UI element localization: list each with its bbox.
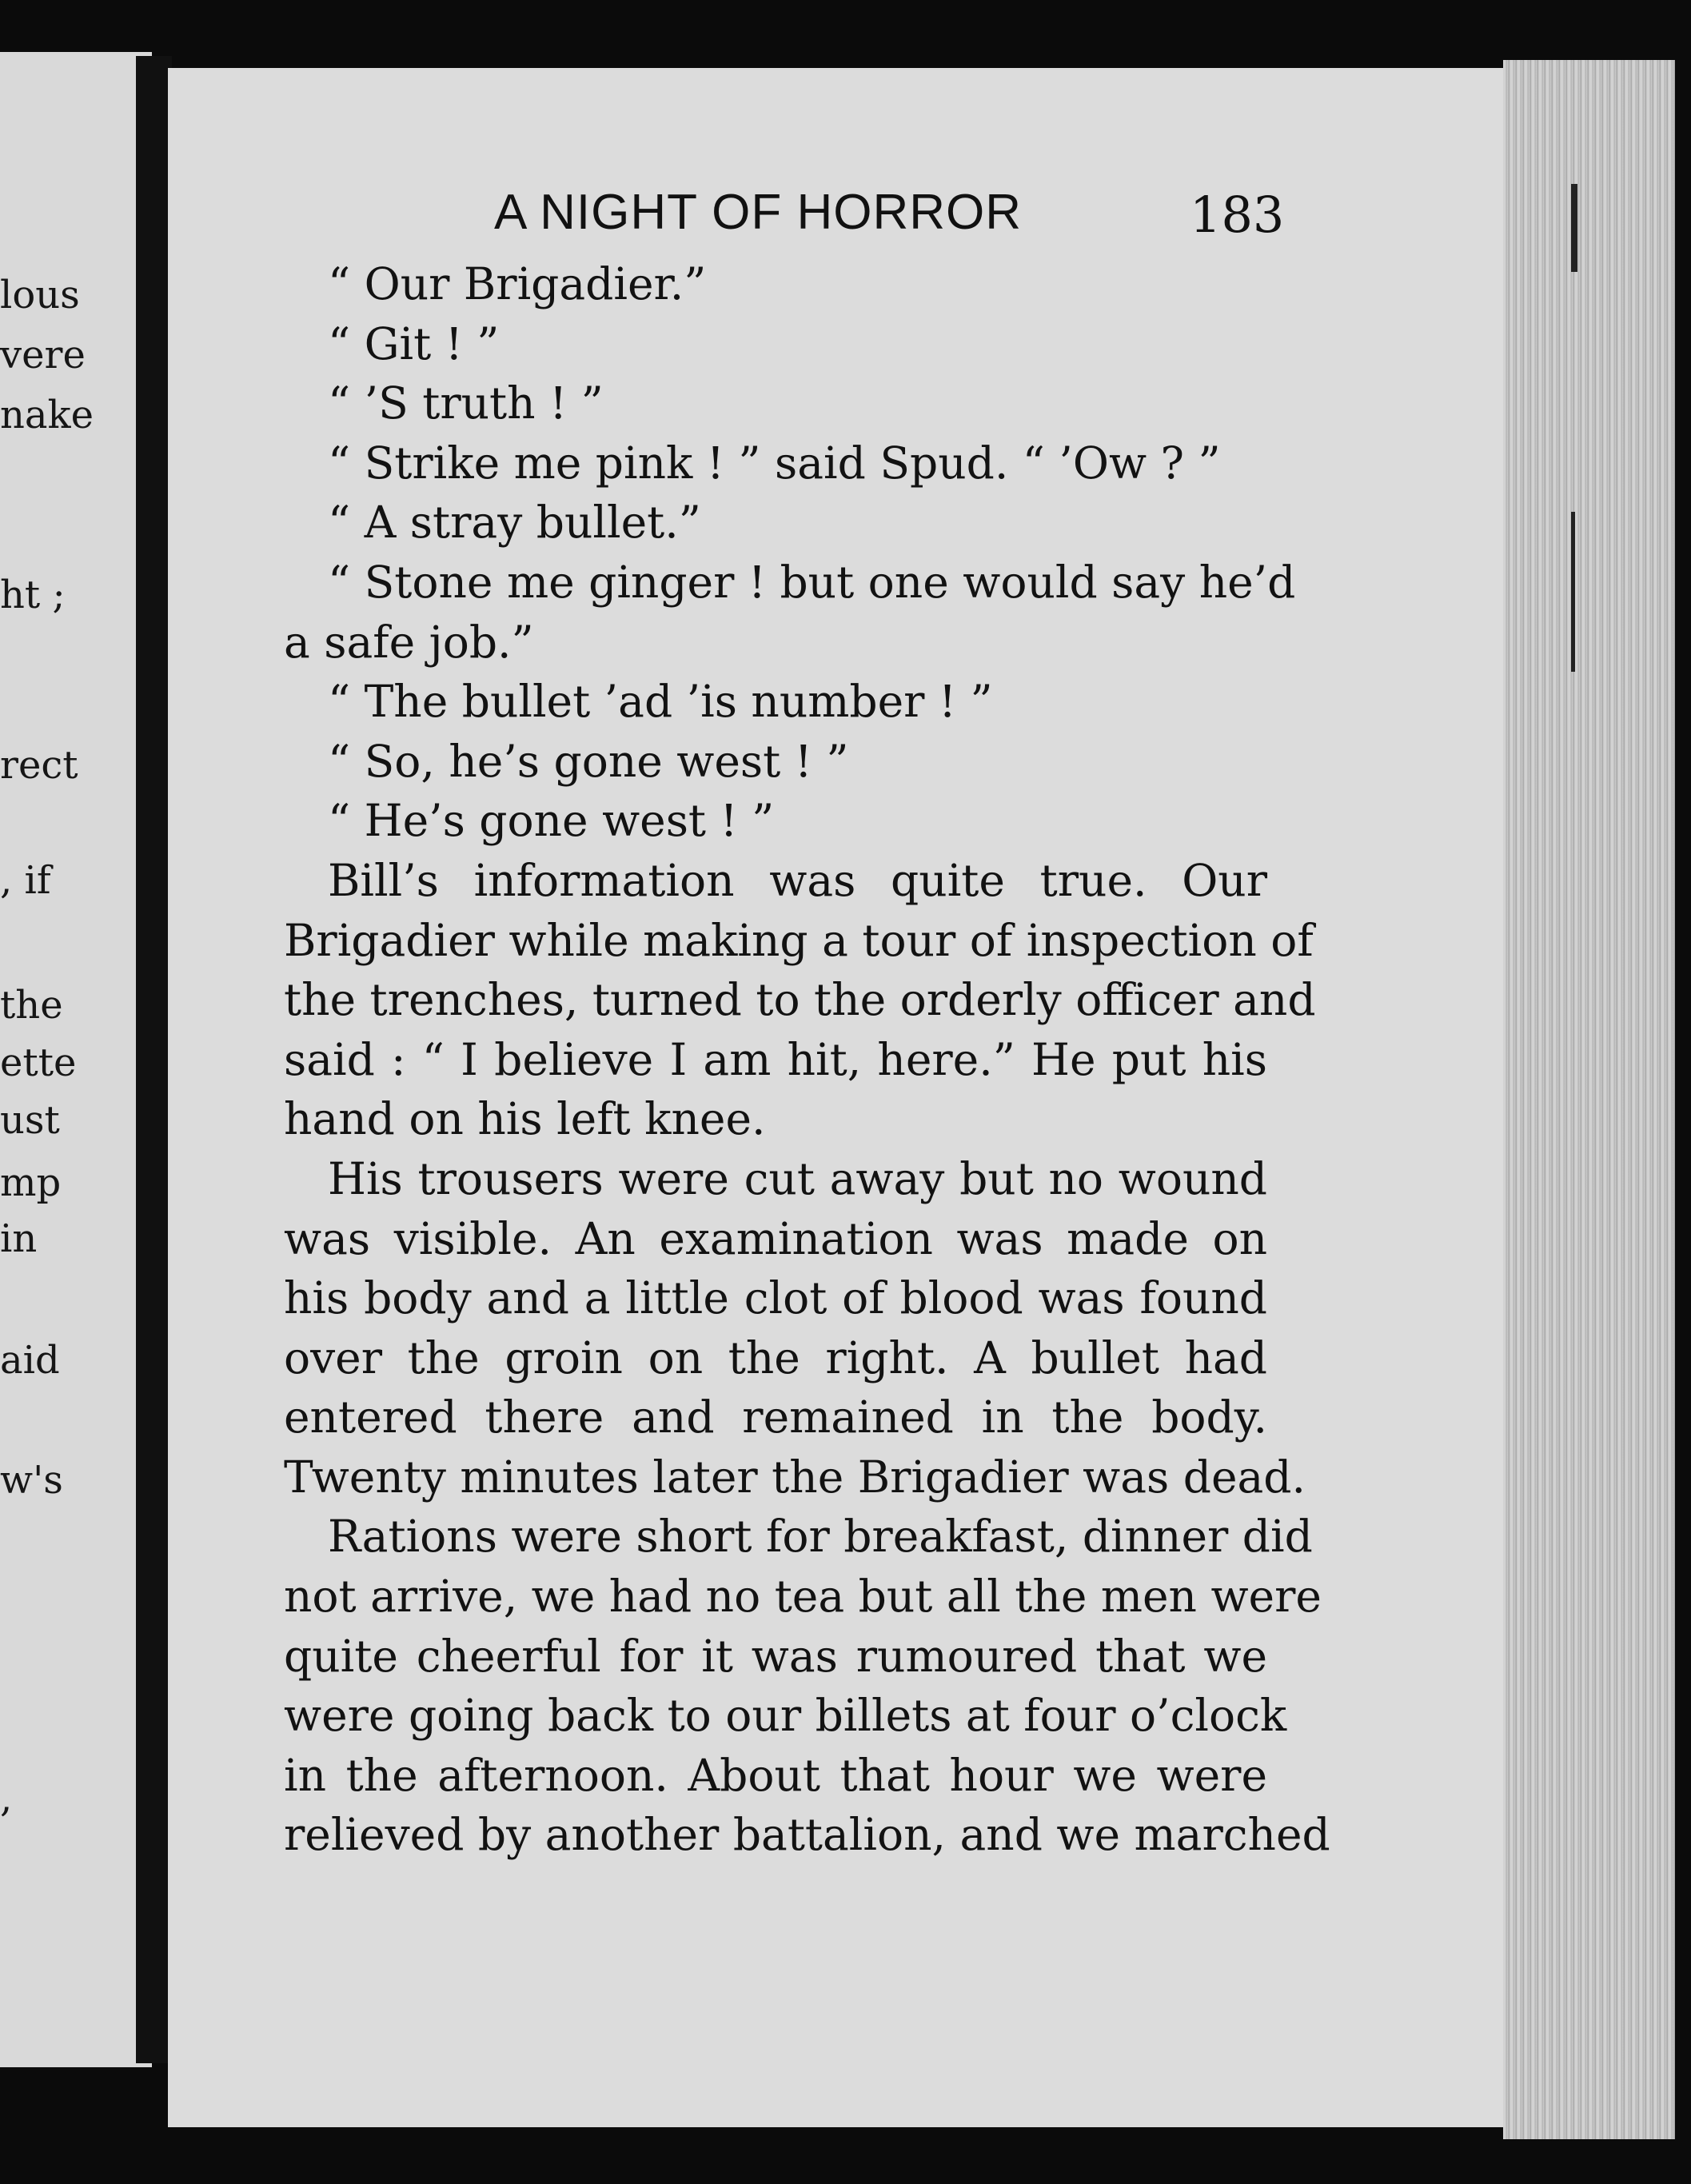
- text-line: Twenty minutes later the Brigadier was dead.: [284, 1451, 1306, 1503]
- body-text: [284, 254, 1330, 1865]
- left-page-fragment: ,: [0, 1776, 13, 1821]
- text-line: over the groin on the right. A bullet had: [284, 1332, 1267, 1383]
- book-gutter: [136, 56, 172, 2063]
- text-line: “ ’S truth ! ”: [328, 377, 604, 429]
- left-page-fragment: mp: [0, 1160, 62, 1205]
- left-page-fragment: lous: [0, 273, 80, 317]
- text-line: “ Stone me ginger ! but one would say he’d: [328, 556, 1296, 608]
- text-line: entered there and remained in the body.: [284, 1391, 1267, 1443]
- text-line: “ Strike me pink ! ” said Spud. “ ’Ow ? ”: [328, 437, 1221, 489]
- running-head: A NIGHT OF HORROR: [494, 185, 1023, 240]
- text-line: “ A stray bullet.”: [328, 497, 701, 549]
- page-number: 183: [1190, 186, 1285, 244]
- left-page-fragment: ette: [0, 1040, 77, 1085]
- text-line: Bill’s information was quite true. Our: [328, 854, 1267, 906]
- page-edges: [1503, 60, 1675, 2139]
- left-page-fragment: in: [0, 1216, 38, 1261]
- left-page-fragment: , if: [0, 858, 51, 903]
- left-page-fragment: nake: [0, 393, 94, 437]
- text-line: relieved by another battalion, and we marched: [284, 1809, 1330, 1861]
- text-line: “ Our Brigadier.”: [328, 258, 707, 309]
- text-line: the trenches, turned to the orderly officer and: [284, 974, 1316, 1026]
- edge-mark: [1571, 512, 1575, 672]
- text-line: in the afternoon. About that hour we were: [284, 1749, 1267, 1801]
- left-page-fragment: ust: [0, 1098, 60, 1143]
- text-line: “ So, he’s gone west ! ”: [328, 735, 849, 787]
- text-line: His trousers were cut away but no wound: [328, 1152, 1267, 1204]
- text-line: hand on his left knee.: [284, 1093, 766, 1145]
- left-page: [0, 52, 152, 2067]
- left-page-fragment: w's: [0, 1458, 63, 1503]
- left-page-fragment: the: [0, 983, 63, 1028]
- text-line: “ He’s gone west ! ”: [328, 795, 775, 847]
- text-line: were going back to our billets at four o’clock: [284, 1690, 1287, 1742]
- text-line: not arrive, we had no tea but all the men were: [284, 1571, 1322, 1623]
- left-page-fragment: ht ;: [0, 573, 66, 617]
- text-line: said : “ I believe I am hit, here.” He put his: [284, 1033, 1267, 1085]
- text-line: “ The bullet ’ad ’is number ! ”: [328, 676, 993, 728]
- left-page-fragment: rect: [0, 743, 78, 788]
- left-page-fragment: vere: [0, 333, 86, 377]
- text-line: Brigadier while making a tour of inspection of: [284, 914, 1314, 966]
- left-page-fragment: aid: [0, 1338, 60, 1383]
- text-line: his body and a little clot of blood was found: [284, 1272, 1267, 1324]
- text-line: a safe job.”: [284, 616, 534, 668]
- text-line: quite cheerful for it was rumoured that we: [284, 1630, 1267, 1682]
- text-line: Rations were short for breakfast, dinner did: [328, 1511, 1313, 1563]
- text-line: was visible. An examination was made on: [284, 1212, 1267, 1264]
- text-line: “ Git ! ”: [328, 317, 500, 369]
- edge-mark: [1571, 184, 1577, 272]
